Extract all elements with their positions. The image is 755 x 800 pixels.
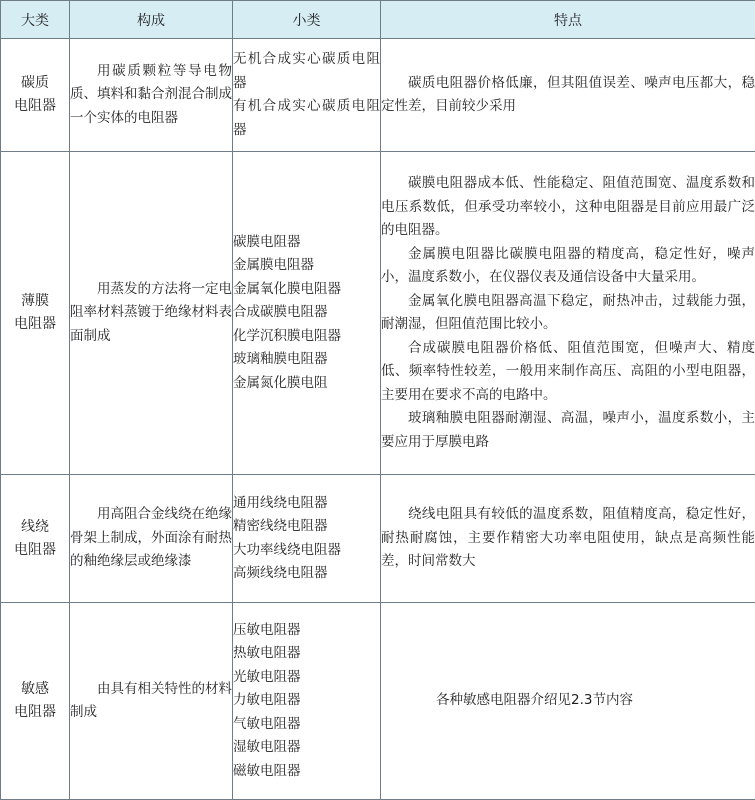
subtype-cell [233,152,381,475]
subtype-item: 化学沉积膜电阻器 [233,327,341,344]
features-cell [381,152,755,475]
feature-paragraph: 金属膜电阻器比碳膜电阻器的精度高，稳定性好，噪声小，温度系数小，在仪器仪表及通信设备中大量采用。 [381,245,755,285]
feature-paragraph: 绕线电阻具有较低的温度系数，阻值精度高，稳定性好，耐热耐腐蚀，主要作精密大功率电阻使用，缺点是高频性能差，时间常数大 [381,506,755,570]
table-row-film [1,152,755,475]
table-row-carbon [1,39,755,152]
features-cell [381,39,755,152]
header-category: 大类 [1,1,70,39]
subtype-item: 金属氧化膜电阻器 [233,280,341,297]
subtype-item: 热敏电阻器 [233,645,301,662]
category-line: 薄膜 [21,293,49,309]
category-line: 碳质 [21,75,49,91]
composition-text: 用高阻合金线绕在绝缘骨架上制成，外面涂有耐热的釉绝缘层或绝缘漆 [70,506,232,570]
category-line: 敏感 [21,681,49,697]
category-line: 电阻器 [14,704,56,720]
subtype-item: 金属膜电阻器 [233,257,314,274]
subtype-item: 力敏电阻器 [233,692,301,709]
subtype-cell [233,475,381,603]
subtype-item: 精密线绕电阻器 [233,518,328,534]
header-composition: 构成 [70,1,233,39]
subtype-item: 大功率线绕电阻器 [233,541,341,558]
subtype-item: 无机合成实心碳质电阻器 [233,51,380,91]
subtype-item: 通用线绕电阻器 [233,494,328,511]
category-cell [1,152,70,475]
header-features: 特点 [381,1,755,39]
features-cell [381,475,755,603]
subtype-item: 有机合成实心碳质电阻器 [233,98,380,138]
feature-paragraph: 金属氧化膜电阻器高温下稳定，耐热冲击，过载能力强，耐潮湿，但阻值范围比较小。 [381,292,755,332]
composition-text: 用蒸发的方法将一定电阻率材料蒸镀于绝缘材料表面制成 [70,280,232,344]
subtype-item: 玻璃釉膜电阻器 [233,351,328,368]
feature-paragraph: 碳膜电阻器成本低、性能稳定、阻值范围宽、温度系数和电压系数低，但承受功率较小，这种电阻器是目前应用最广泛的电阻器。 [381,175,755,238]
subtype-item: 碳膜电阻器 [233,233,301,250]
feature-paragraph: 合成碳膜电阻器价格低、阻值范围宽，但噪声大、精度低、频率特性较差，一般用来制作高压、高阻的小型电阻器，主要用在要求不高的电路中。 [381,339,755,403]
composition-cell [70,603,233,800]
subtype-item: 气敏电阻器 [233,715,301,732]
subtype-item: 光敏电阻器 [233,668,301,685]
category-line: 电阻器 [14,98,56,114]
composition-cell [70,475,233,603]
subtype-item: 湿敏电阻器 [233,739,301,756]
header-subtype: 小类 [233,1,381,39]
subtype-item: 压敏电阻器 [233,621,301,638]
category-line: 电阻器 [14,541,56,558]
feature-paragraph: 各种敏感电阻器介绍见2.3节内容 [436,692,633,709]
subtype-item: 金属氮化膜电阻 [233,374,328,391]
subtype-item: 磁敏电阻器 [233,762,301,779]
category-line: 线绕 [21,518,49,535]
feature-paragraph: 碳质电阻器价格低廉，但其阻值误差、噪声电压都大，稳定性差，目前较少采用 [381,74,755,114]
subtype-cell [233,39,381,152]
header-row [1,1,755,39]
category-line: 电阻器 [14,316,56,332]
subtype-item: 合成碳膜电阻器 [233,304,328,321]
category-cell [1,603,70,800]
composition-text: 由具有相关特性的材料制成 [70,680,232,720]
category-cell [1,475,70,603]
feature-paragraph: 玻璃釉膜电阻器耐潮湿、高温，噪声小，温度系数小，主要应用于厚膜电路 [381,410,755,450]
subtype-item: 高频线绕电阻器 [233,565,328,581]
features-cell [381,603,755,800]
category-cell [1,39,70,152]
table-row-wirewound [1,475,755,603]
subtype-cell [233,603,381,800]
composition-text: 用碳质颗粒等导电物质、填料和黏合剂混合制成一个实体的电阻器 [70,62,232,126]
composition-cell [70,39,233,152]
table-row-sensitive [1,603,755,800]
composition-cell [70,152,233,475]
